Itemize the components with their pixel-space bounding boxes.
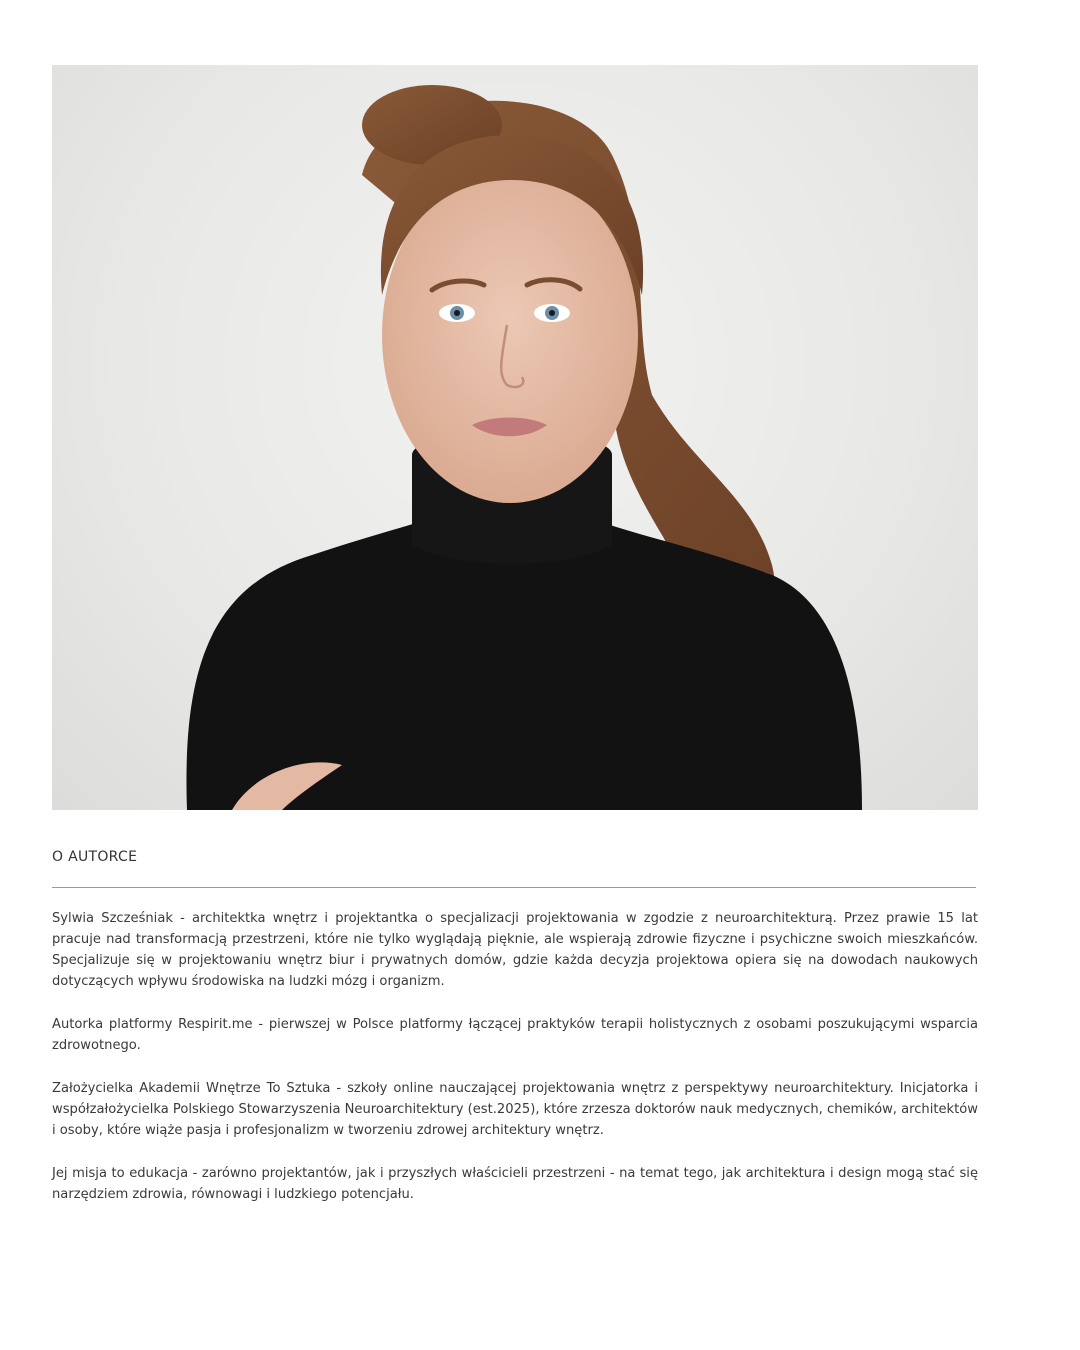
author-bio (52, 908, 978, 1227)
divider (52, 887, 976, 888)
bio-paragraph: Sylwia Szcześniak - architektka wnętrz i projektantka o specjalizacji projektowania w zgodzie z neuroarchitekturą. Przez prawie 15 lat pracuje nad transformacją przestrzeni, które nie tylko wyglądają pięknie, ale wspierają zdrowie fizyczne i psychiczne swoich mieszkańców. Specjalizuje się w projektowaniu wnętrz biur i prywatnych domów, gdzie każda decyzja projektowa opiera się na dowodach naukowych dotyczących wpływu środowiska na ludzki mózg i organizm. (52, 911, 978, 989)
bio-paragraph: Jej misja to edukacja - zarówno projektantów, jak i przyszłych właścicieli przestrzeni - na temat tego, jak architektura i design mogą stać się narzędziem zdrowia, równowagi i ludzkiego potencjału. (52, 1166, 978, 1202)
portrait-illustration (52, 65, 978, 810)
bio-paragraph: Autorka platformy Respirit.me - pierwszej w Polsce platformy łączącej praktyków terapii holistycznych z osobami poszukującymi wsparcia zdrowotnego. (52, 1017, 978, 1053)
section-title: O AUTORCE (52, 849, 138, 865)
bio-paragraph: Założycielka Akademii Wnętrze To Sztuka - szkoły online nauczającej projektowania wnętrz z perspektywy neuroarchitektury. Inicjatorka i współzałożycielka Polskiego Stowarzyszenia Neuroarchitektury (est.2025), które zrzesza doktorów nauk medycznych, chemików, architektów i osoby, które wiąże pasja i profesjonalizm w tworzeniu zdrowej architektury wnętrz. (52, 1081, 978, 1138)
author-portrait-photo (52, 65, 978, 810)
